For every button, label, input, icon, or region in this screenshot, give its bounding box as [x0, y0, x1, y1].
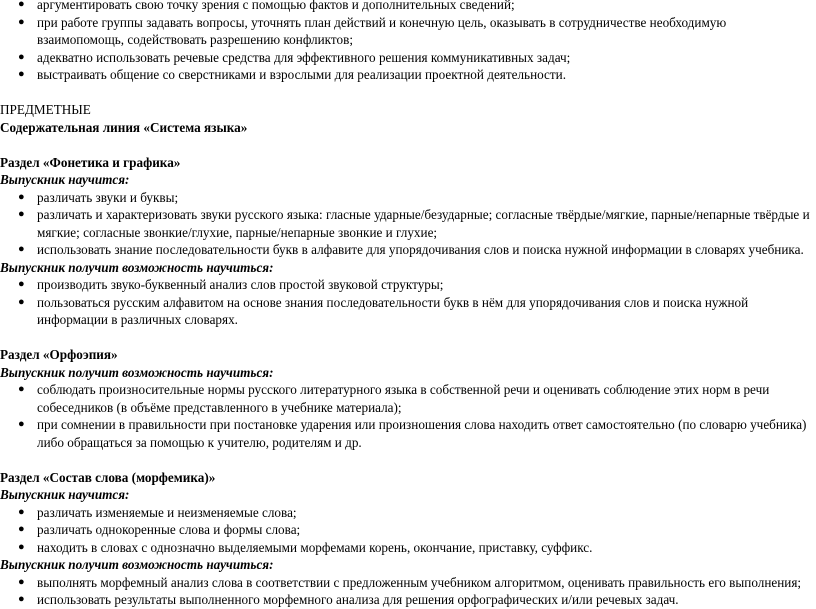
bullet-icon: ●	[18, 190, 25, 203]
phonetics-section-title: Раздел «Фонетика и графика»	[0, 154, 181, 170]
list-item: ● адекватно использовать речевые средства для эффективного решения коммуникативных задач;	[18, 49, 571, 65]
list-item: ● различать изменяемые и неизменяемые слова;	[18, 504, 297, 520]
bullet-icon: ●	[18, 418, 25, 430]
list-item: ● различать и характеризовать звуки русского языка: гласные ударные/безударные; согласные твёрдые/мягкие, парные/непарные твёрдые и мягкие; согласные звонкие/глухие, парные/непарные звонкие и глухие;	[18, 207, 810, 240]
list-item: ● использовать знание последовательности букв в алфавите для упорядочивания слов и поиска нужной информации в словарях учебника.	[18, 242, 804, 257]
orthoepy-may-list	[0, 381, 812, 451]
bullet-icon: ●	[18, 15, 25, 28]
bullet-icon: ●	[18, 243, 25, 255]
morphemics-may-list	[0, 574, 812, 609]
bullet-icon: ●	[18, 295, 25, 308]
list-item: ● соблюдать произносительные нормы русского литературного языка в собственной речи и оценивать соблюдение этих норм в речи собеседников (в объёме представленного в учебнике материала);	[18, 382, 770, 415]
bullet-icon: ●	[18, 505, 25, 518]
phonetics-may-learn-label: Выпускник получит возможность научиться:	[0, 259, 274, 275]
morphemics-learn-list	[0, 504, 812, 557]
bullet-icon: ●	[18, 0, 25, 10]
orthoepy-section-title: Раздел «Орфоэпия»	[0, 347, 118, 362]
orthoepy-may-learn-label: Выпускник получит возможность научиться:	[0, 364, 274, 380]
list-item: ● пользоваться русским алфавитом на основе знания последовательности букв в нём для упорядочивания слов и поиска нужной информации в различных словарях.	[18, 294, 749, 327]
list-item: ● выстраивать общение со сверстниками и взрослыми для реализации проектной деятельности.	[18, 67, 567, 82]
list-item: ● аргументировать свою точку зрения с помощью фактов и дополнительных сведений;	[0, 0, 812, 14]
list-item: ● выполнять морфемный анализ слова в соответствии с предложенным учебником алгоритмом, оценивать правильность его выполнения;	[18, 574, 802, 590]
list-item: ● при сомнении в правильности при постановке ударения или произношения слова находить ответ самостоятельно (по словарю учебника) либо обращаться за помощью к учителю, родителям и др.	[18, 417, 807, 450]
list-item: ● различать звуки и буквы;	[18, 189, 179, 205]
morphemics-may-learn-label: Выпускник получит возможность научиться:	[0, 557, 274, 572]
bullet-icon: ●	[18, 50, 25, 63]
bullet-icon: ●	[18, 593, 25, 605]
content-line-title: Содержательная линия «Система языка»	[0, 119, 248, 135]
bullet-icon: ●	[18, 523, 25, 535]
phonetics-will-learn-label: Выпускник научится:	[0, 172, 130, 187]
morphemics-will-learn-label: Выпускник научится:	[0, 487, 130, 502]
bullet-icon: ●	[18, 68, 25, 80]
morphemics-section-title: Раздел «Состав слова (морфемика)»	[0, 469, 216, 485]
phonetics-may-list	[0, 276, 812, 329]
list-item: ● при работе группы задавать вопросы, уточнять план действий и конечную цель, оказывать в сотрудничестве необходимую взаимопомощь, содействовать разрешению конфликтов;	[18, 14, 727, 47]
list-item: ● находить в словах с однозначно выделяемыми морфемами корень, окончание, приставку, суффикс.	[18, 539, 593, 555]
bullet-icon: ●	[18, 540, 25, 553]
list-item: ● использовать результаты выполненного морфемного анализа для решения орфографических и/или речевых задач.	[18, 592, 679, 607]
bullet-icon: ●	[18, 208, 25, 220]
phonetics-learn-list	[0, 189, 812, 259]
list-item: ● различать однокоренные слова и формы слова;	[18, 522, 301, 537]
bullet-icon: ●	[18, 575, 25, 588]
bullet-icon: ●	[18, 383, 25, 395]
bullet-icon: ●	[18, 278, 25, 290]
intro-bullet-list	[0, 0, 812, 84]
section-heading: ПРЕДМЕТНЫЕ	[0, 102, 91, 117]
list-item: ● производить звуко-буквенный анализ слов простой звуковой структуры;	[18, 277, 444, 292]
